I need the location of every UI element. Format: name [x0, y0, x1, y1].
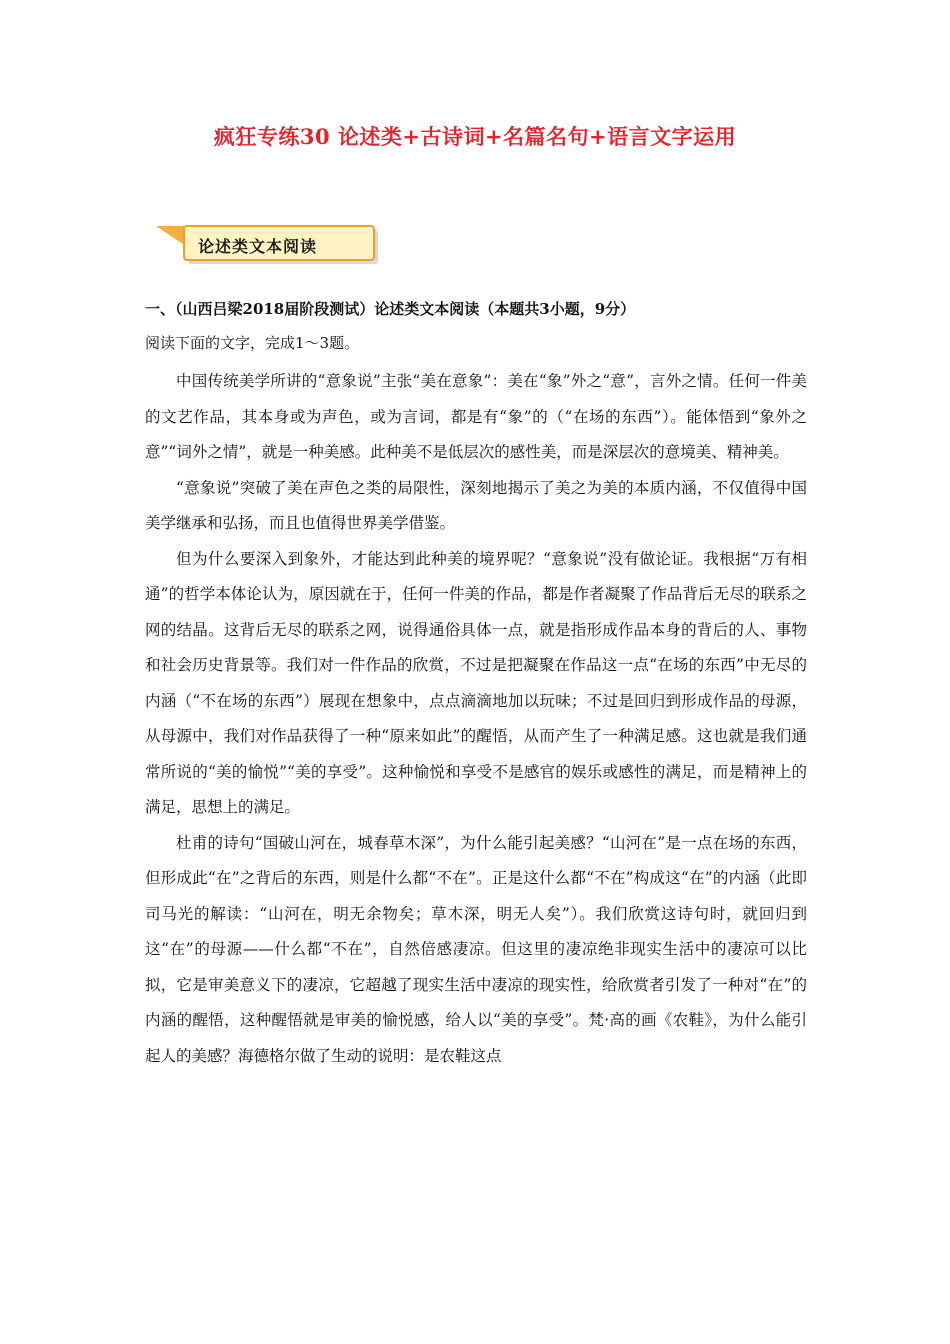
passage-paragraph: 但为什么要深入到象外，才能达到此种美的境界呢？“意象说”没有做论证。我根据“万有相通”的哲学本体论认为，原因就在于，任何一件美的作品，都是作者凝聚了作品背后无尽的联系之网的结晶。这背后无尽的联系之网，说得通俗具体一点，就是指形成作品本身的背后的人、事物和社会历史背景等。我们对一件作品的欣赏，不过是把凝聚在作品这一点“在场的东西”中无尽的内涵（“不在场的东西”）展现在想象中，点点滴滴地加以玩味；不过是回归到形成作品的母源，从母源中，我们对作品获得了一种“原来如此”的醒悟，从而产生了一种满足感。这也就是我们通常所说的“美的愉悦”“美的享受”。这种愉悦和享受不是感官的娱乐或感性的满足，而是精神上的满足，思想上的满足。	[145, 549, 807, 816]
passage-paragraph: “意象说”突破了美在声色之类的局限性，深刻地揭示了美之为美的本质内涵，不仅值得中国美学继承和弘扬，而且也值得世界美学借鉴。	[145, 478, 807, 532]
reading-passage	[145, 364, 807, 1074]
passage-paragraph: 杜甫的诗句“国破山河在，城春草木深”，为什么能引起美感？“山河在”是一点在场的东西，但形成此“在”之背后的东西，则是什么都“不在”。正是这什么都“不在”构成这“在”的内涵（此即司马光的解读：“山河在，明无余物矣；草木深，明无人矣”）。我们欣赏这诗句时，就回归到这“在”的母源——什么都“不在”，自然倍感凄凉。但这里的凄凉绝非现实生活中的凄凉可以比拟，它是审美意义下的凄凉，它超越了现实生活中凄凉的现实性，给欣赏者引发了一种对“在”的内涵的醒悟，这种醒悟就是审美的愉悦感，给人以“美的享受”。梵·高的画《农鞋》，为什么能引起人的美感？海德格尔做了生动的说明：是农鞋这点	[145, 833, 807, 1065]
page-title: 疯狂专练30 论述类+古诗词+名篇名句+语言文字运用	[213, 124, 737, 149]
section-banner	[152, 222, 382, 268]
section-banner-label: 论述类文本阅读	[198, 237, 318, 256]
passage-paragraph: 中国传统美学所讲的“意象说”主张“美在意象”：美在“象”外之“意”，言外之情。任何一件美的文艺作品，其本身或为声色，或为言词，都是有“象”的（“在场的东西”）。能体悟到“象外之意”“词外之情”，就是一种美感。此种美不是低层次的感性美，而是深层次的意境美、精神美。	[145, 372, 807, 461]
instruction-text: 阅读下面的文字，完成1～3题。	[145, 334, 360, 352]
question-heading: 一、（山西吕梁2018届阶段测试）论述类文本阅读（本题共3小题，9分）	[145, 300, 636, 318]
